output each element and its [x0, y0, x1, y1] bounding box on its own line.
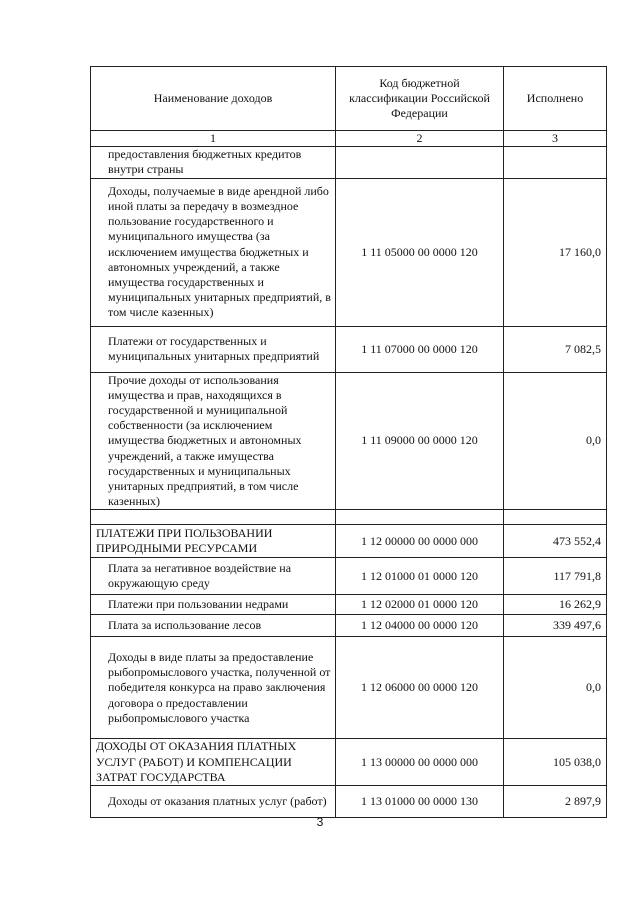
- row-name: Прочие доходы от использования имущества и прав, находящихся в государственной и муниципальной собственности (за исключением имущества бюджетных и автономных учреждений, а также имущества государственных и муниципальных унитарных предприятий, в том числе казенных): [91, 372, 336, 510]
- row-value: 105 038,0: [504, 739, 607, 786]
- table-row: [91, 615, 607, 637]
- row-code: 1 12 02000 01 0000 120: [336, 595, 504, 615]
- header-executed: Исполнено: [504, 67, 607, 131]
- table-row: [91, 637, 607, 739]
- row-name: ПЛАТЕЖИ ПРИ ПОЛЬЗОВАНИИ ПРИРОДНЫМИ РЕСУРСАМИ: [91, 525, 336, 558]
- table-row: [91, 372, 607, 510]
- row-value: 0,0: [504, 637, 607, 739]
- row-name: Доходы, получаемые в виде арендной либо иной платы за передачу в возмездное пользование государственного и муниципального имущества (за исключением имущества бюджетных и автономных учреждений, а также имущества государственных и муниципальных унитарных предприятий, в том числе казенных): [91, 178, 336, 326]
- row-value: 2 897,9: [504, 786, 607, 818]
- revenue-table: [90, 66, 607, 818]
- row-value: 473 552,4: [504, 525, 607, 558]
- row-code: 1 11 07000 00 0000 120: [336, 326, 504, 372]
- column-number-1: 1: [91, 131, 336, 147]
- table-row: [91, 595, 607, 615]
- row-name: Платежи от государственных и муниципальных унитарных предприятий: [91, 326, 336, 372]
- column-number-2: 2: [336, 131, 504, 147]
- header-budget-code: Код бюджетной классификации Российской Федерации: [336, 67, 504, 131]
- row-code: 1 12 04000 00 0000 120: [336, 615, 504, 637]
- row-code: 1 12 06000 00 0000 120: [336, 637, 504, 739]
- table-header-row: [91, 67, 607, 131]
- row-value: 117 791,8: [504, 558, 607, 595]
- row-value: [504, 147, 607, 178]
- row-code: 1 11 05000 00 0000 120: [336, 178, 504, 326]
- row-name: Платежи при пользовании недрами: [91, 595, 336, 615]
- table-row-empty: [91, 510, 607, 525]
- table-row: [91, 178, 607, 326]
- row-value: 339 497,6: [504, 615, 607, 637]
- row-value: 16 262,9: [504, 595, 607, 615]
- row-code: [336, 147, 504, 178]
- row-name: Плата за использование лесов: [91, 615, 336, 637]
- row-value: 0,0: [504, 372, 607, 510]
- row-name: ДОХОДЫ ОТ ОКАЗАНИЯ ПЛАТНЫХ УСЛУГ (РАБОТ) И КОМПЕНСАЦИИ ЗАТРАТ ГОСУДАРСТВА: [91, 739, 336, 786]
- table-row: [91, 558, 607, 595]
- row-value: 7 082,5: [504, 326, 607, 372]
- row-name: Плата за негативное воздействие на окружающую среду: [91, 558, 336, 595]
- table-row: [91, 326, 607, 372]
- row-name: [91, 510, 336, 525]
- table-row-section: [91, 739, 607, 786]
- row-name: предоставления бюджетных кредитов внутри страны: [91, 147, 336, 178]
- row-value: 17 160,0: [504, 178, 607, 326]
- row-code: [336, 510, 504, 525]
- row-code: 1 12 01000 01 0000 120: [336, 558, 504, 595]
- table-row-section: [91, 525, 607, 558]
- column-number-row: [91, 131, 607, 147]
- page-number: 3: [316, 815, 324, 829]
- row-code: 1 13 00000 00 0000 000: [336, 739, 504, 786]
- row-name: Доходы в виде платы за предоставление рыбопромыслового участка, полученной от победителя конкурса на право заключения договора о предоставлении рыбопромыслового участка: [91, 637, 336, 739]
- table-row: [91, 147, 607, 178]
- row-code: 1 13 01000 00 0000 130: [336, 786, 504, 818]
- row-code: 1 11 09000 00 0000 120: [336, 372, 504, 510]
- row-value: [504, 510, 607, 525]
- row-name: Доходы от оказания платных услуг (работ): [91, 786, 336, 818]
- row-code: 1 12 00000 00 0000 000: [336, 525, 504, 558]
- column-number-3: 3: [504, 131, 607, 147]
- header-name-of-revenue: Наименование доходов: [91, 67, 336, 131]
- table-row: [91, 786, 607, 818]
